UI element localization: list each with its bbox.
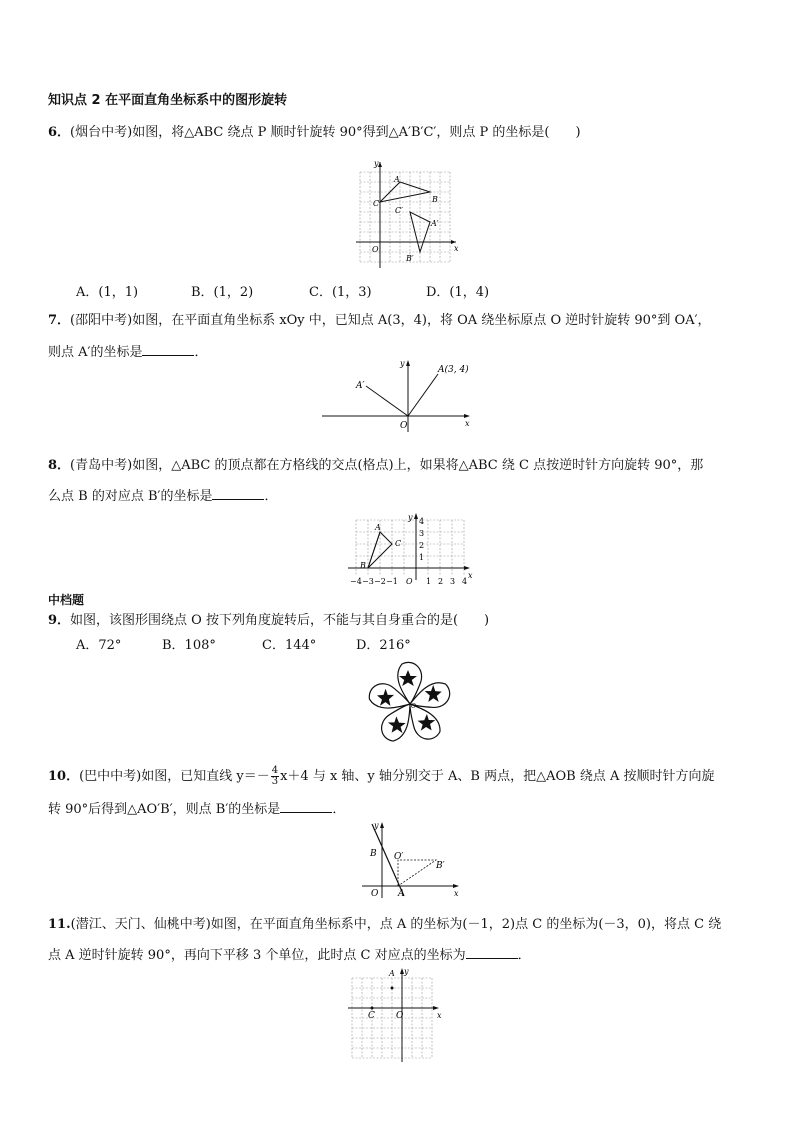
triangle-ao-prime-b-prime xyxy=(398,860,436,886)
figure-q9-flower xyxy=(360,656,460,748)
question-number: 9． xyxy=(48,613,71,628)
label-a: A xyxy=(375,523,381,532)
label-o-prime: O′ xyxy=(394,852,404,862)
x-tick: 3 xyxy=(450,577,456,586)
section-heading: 知识点 2 在平面直角坐标系中的图形旋转 xyxy=(48,93,288,108)
question-number: 11. xyxy=(48,917,71,932)
q6-options xyxy=(76,281,536,299)
segment-oa xyxy=(408,374,438,416)
y-tick: 1 xyxy=(419,553,425,562)
question-text: (巴中中考)如图，已知直线 y＝－ xyxy=(79,769,270,784)
answer-blank[interactable] xyxy=(466,946,518,959)
question-number: 6． xyxy=(48,125,71,140)
label-b: B xyxy=(360,561,366,570)
question-text: (青岛中考)如图，△ABC 的顶点都在方格线的交点(格点)上，如果将△ABC 绕 C 点按逆时针方向旋转 90°，那 xyxy=(70,458,704,473)
option-b[interactable]: B．108° xyxy=(162,638,216,653)
question-8 xyxy=(48,457,703,475)
label-a: A(3, 4) xyxy=(438,365,469,375)
label-y: y xyxy=(400,359,405,368)
point-c xyxy=(371,1007,374,1010)
question-11-line2 xyxy=(48,946,531,965)
punctuation: ． xyxy=(517,948,531,963)
figure-q7 xyxy=(318,356,478,434)
y-tick: 4 xyxy=(419,517,425,526)
point-a xyxy=(391,987,394,990)
question-10 xyxy=(48,766,715,787)
question-7-line2 xyxy=(48,343,208,362)
option-c[interactable]: C．144° xyxy=(262,638,317,653)
question-11 xyxy=(48,916,721,934)
question-9 xyxy=(48,612,489,630)
question-6 xyxy=(48,124,581,142)
label-origin: O xyxy=(371,889,379,899)
label-b-prime: B′ xyxy=(406,254,414,263)
figure-q10 xyxy=(360,816,464,900)
figure-q11-grid xyxy=(346,966,444,1062)
label-x: x xyxy=(437,1011,442,1020)
figure-q8-grid xyxy=(342,512,476,588)
label-y: y xyxy=(374,821,379,830)
label-origin: O xyxy=(396,1011,404,1021)
question-number: 10． xyxy=(48,769,80,784)
label-origin: O xyxy=(400,421,408,431)
question-number: 7． xyxy=(48,313,71,328)
label-c: C xyxy=(373,199,380,208)
question-text: 则点 A′的坐标是 xyxy=(48,345,143,360)
segment-oa-prime xyxy=(366,386,408,416)
x-tick-labels xyxy=(350,577,467,586)
label-c: C xyxy=(395,539,402,548)
option-a[interactable]: A．72° xyxy=(76,638,122,653)
label-origin: O xyxy=(411,703,416,710)
label-a-prime: A′ xyxy=(356,381,365,391)
answer-blank[interactable] xyxy=(142,343,194,356)
x-tick: O xyxy=(406,577,413,586)
option-c[interactable]: C．(1，3) xyxy=(309,285,372,300)
y-tick: 2 xyxy=(419,541,425,550)
label-b: B xyxy=(370,849,377,859)
label-b: B xyxy=(432,195,438,204)
fraction-denominator: 3 xyxy=(271,776,279,787)
x-tick: −2 xyxy=(374,577,386,586)
figure-q6-grid xyxy=(356,158,466,270)
question-text: (邵阳中考)如图，在平面直角坐标系 xOy 中，已知点 A(3，4)，将 OA 绕坐标原点 O 逆时针旋转 90°到 OA′， xyxy=(70,313,711,328)
q9-options xyxy=(76,634,436,652)
triangle-abc xyxy=(380,182,430,202)
label-c: C xyxy=(368,1011,375,1021)
punctuation: ． xyxy=(264,489,278,504)
question-8-line2 xyxy=(48,487,277,506)
label-c-prime: C′ xyxy=(395,206,403,215)
label-a: A xyxy=(389,969,395,978)
question-text-cont: x＋4 与 x 轴、y 轴分别交于 A、B 两点，把△AOB 绕点 A 按顺时针方向旋 xyxy=(280,769,715,784)
answer-blank[interactable] xyxy=(212,487,264,500)
label-y: y xyxy=(408,513,413,522)
question-number: 8． xyxy=(48,458,71,473)
label-origin: O xyxy=(372,245,379,254)
label-a: A xyxy=(394,175,400,184)
difficulty-heading: 中档题 xyxy=(48,593,85,607)
x-tick: −1 xyxy=(386,577,398,586)
x-tick: 1 xyxy=(426,577,432,586)
punctuation: ． xyxy=(332,802,346,817)
label-a: A xyxy=(398,889,405,899)
question-text: 转 90°后得到△AO′B′，则点 B′的坐标是 xyxy=(48,802,281,817)
x-tick: 4 xyxy=(462,577,468,586)
fraction-numerator: 4 xyxy=(271,765,279,776)
question-text: (烟台中考)如图，将△ABC 绕点 P 顺时针旋转 90°得到△A′B′C′，则点 P 的坐标是( ) xyxy=(70,125,581,140)
question-text: (潜江、天门、仙桃中考)如图，在平面直角坐标系中，点 A 的坐标为(－1，2)点 C 的坐标为(－3，0)，将点 C 绕 xyxy=(70,917,722,932)
label-a-prime: A′ xyxy=(431,219,439,228)
label-y: y xyxy=(404,967,409,976)
x-tick: 2 xyxy=(438,577,444,586)
option-a[interactable]: A．(1，1) xyxy=(76,285,139,300)
x-tick: −4 xyxy=(350,577,362,586)
label-x: x xyxy=(454,889,459,898)
label-x: x xyxy=(454,244,459,253)
label-x: x xyxy=(468,571,473,580)
x-tick: −3 xyxy=(362,577,374,586)
label-x: x xyxy=(465,419,470,428)
question-text: 如图，该图形围绕点 O 按下列角度旋转后，不能与其自身重合的是( ) xyxy=(70,613,490,628)
fraction xyxy=(271,766,279,787)
label-y: y xyxy=(374,159,379,168)
question-text: 么点 B 的对应点 B′的坐标是 xyxy=(48,489,213,504)
question-text: 点 A 逆时针旋转 90°，再向下平移 3 个单位，此时点 C 对应点的坐标为 xyxy=(48,948,466,963)
y-tick-labels xyxy=(419,517,424,562)
answer-blank[interactable] xyxy=(280,800,332,813)
flower-petals xyxy=(367,662,453,744)
label-b-prime: B′ xyxy=(436,861,445,871)
option-b[interactable]: B．(1，2) xyxy=(191,285,254,300)
y-tick: 3 xyxy=(419,529,425,538)
question-10-line2 xyxy=(48,800,345,819)
question-7 xyxy=(48,312,711,330)
option-d[interactable]: D．(1，4) xyxy=(426,285,490,300)
option-d[interactable]: D．216° xyxy=(356,638,411,653)
punctuation: ． xyxy=(194,345,208,360)
